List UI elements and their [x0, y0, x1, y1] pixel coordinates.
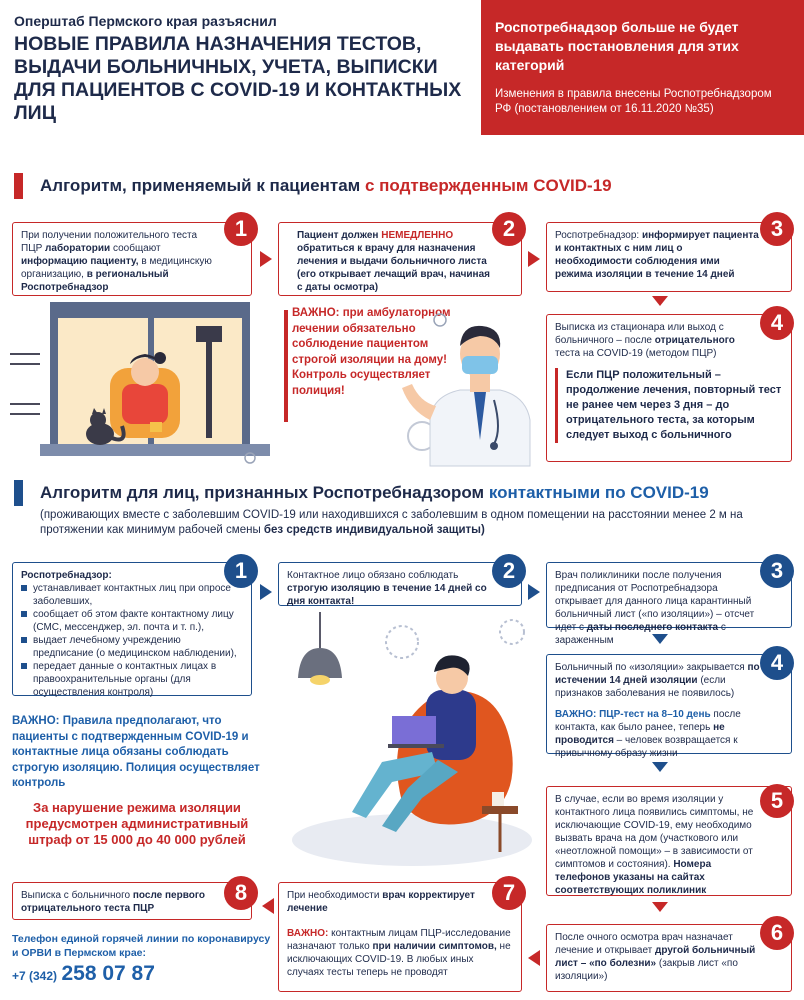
header-box-title: Роспотребнадзор больше не будет выдавать постановления для этих категорий — [495, 19, 739, 73]
s1-step4-box: Выписка из стационара или выход с больничного – после отрицательного теста на COVID-19 (методом ПЦР) Если ПЦР положительный – продолжение лечения, повторный тест не ранее чем через 3 дня – до отрицательного теста, за которым следует выход с больничного — [546, 314, 792, 462]
s1-important: ВАЖНО: при амбулаторном лечении обязательно соблюдение пациентом строгой изоляции на дому! Контроль осуществляет полиция! — [292, 307, 451, 397]
section2-title-b: контактными по COVID-19 — [488, 483, 709, 502]
s2-step5-box: В случае, если во время изоляции у контактного лица появились симптомы, не исключающие COVID-19, ему необходимо вызвать врача на дом (участкового или «неотложной помощи» – в зависимости от симптомов и состояния). Номера телефонов указаны на сайтах соответствующих поликлиник — [546, 786, 792, 896]
s2-step1-box — [12, 562, 252, 696]
header-red-box — [481, 0, 804, 135]
s2-step6-number: 6 — [760, 916, 794, 950]
list-item: передает данные о контактных лицах в правоохранительные органы (для осуществления контроля) — [21, 660, 243, 699]
header-subtitle: Оперштаб Пермского края разъяснил — [14, 13, 277, 29]
s2-step4-number: 4 — [760, 646, 794, 680]
header-box-note: Изменения в правила внесены Роспотребнадзором РФ (постановлением от 16.11.2020 №35) — [495, 88, 772, 115]
hotline-number: 258 07 87 — [61, 962, 155, 985]
arrow-right-icon — [528, 251, 540, 267]
s2-step6-box: После очного осмотра врач назначает лечение и открывает другой больничный лист – «по болезни» (закрыв лист «по изоляции») — [546, 924, 792, 992]
arrow-right-icon — [528, 584, 540, 600]
page-title: НОВЫЕ ПРАВИЛА НАЗНАЧЕНИЯ ТЕСТОВ, ВЫДАЧИ БОЛЬНИЧНЫХ, УЧЕТА, ВЫПИСКИ ДЛЯ ПАЦИЕНТОВ С COVID-19 И КОНТАКТНЫХ ЛИЦ — [14, 33, 462, 124]
section2-title-a: Алгоритм для лиц, признанных Роспотребнадзором — [40, 483, 489, 502]
s1-step2-box: Пациент должен НЕМЕДЛЕННО обратиться к врачу для назначения лечения и выдачи больничного листа (его открывает лечащий врач, начиная с даты осмотра) — [278, 222, 522, 296]
section1-title — [40, 176, 612, 196]
boy-with-laptop-illustration — [262, 612, 544, 872]
hotline-phone — [12, 962, 155, 986]
s2-step4-box: Больничный по «изоляции» закрывается по истечении 14 дней изоляции (если признаков заболевания не появилось) ВАЖНО: ПЦР-тест на 8–10 день после контакта, как было ранее, теперь не проводится – человек возвращается к привычному образу жизни — [546, 654, 792, 754]
hotline-code: +7 (342) — [12, 969, 58, 983]
s2-step2-box: Контактное лицо обязано соблюдать строгую изоляцию в течение 14 дней со дня контакта! — [278, 562, 522, 606]
s2-step3-number: 3 — [760, 554, 794, 588]
doctor-illustration — [390, 310, 540, 470]
section2-bar — [14, 480, 23, 506]
s1-step3-number: 3 — [760, 212, 794, 246]
list-item: устанавливает контактных лиц при опросе заболевших, — [21, 582, 243, 608]
s2-step8-number: 8 — [224, 876, 258, 910]
arrow-down-icon — [652, 296, 668, 306]
section2-subtitle: (проживающих вместе с заболевшим COVID-19 или находившихся с заболевшим в одном помещении на расстоянии менее 2 м на протяжении как минимум рабочей смены без средств индивидуальной защиты) — [40, 509, 743, 536]
s2-step3-box: Врач поликлиники после получения предписания от Роспотребнадзора открывает для данного лица карантинный больничный лист («по изоляции») – отсчет идет с даты последнего контакта с зараженным — [546, 562, 792, 628]
arrow-left-icon — [262, 898, 274, 914]
section1-title-a: Алгоритм, применяемый к пациентам — [40, 176, 365, 195]
s1-step4-number: 4 — [760, 306, 794, 340]
arrow-right-icon — [260, 584, 272, 600]
list-item: выдает лечебному учреждению предписание (о медицинском наблюдении), — [21, 634, 243, 660]
s2-important: ВАЖНО: Правила предполагают, что пациенты с подтвержденным COVID-19 и контактные лица обязаны соблюдать строгую изоляцию. Полиция осуществляет контроль — [12, 715, 260, 789]
section1-bar — [14, 173, 23, 199]
s2-step2-number: 2 — [492, 554, 526, 588]
hotline-label: Телефон единой горячей линии по коронавирусу и ОРВИ в Пермском крае: — [12, 933, 271, 959]
arrow-down-icon — [652, 902, 668, 912]
arrow-down-icon — [652, 634, 668, 644]
s2-step8-box: Выписка с больничного после первого отрицательного теста ПЦР — [12, 882, 252, 920]
s1-step1-number: 1 — [224, 212, 258, 246]
s1-step4-note: Если ПЦР положительный – продолжение лечения, повторный тест не ранее чем через 3 дня – до отрицательного теста, за которым следует выход с больничного — [555, 368, 783, 443]
arrow-down-icon — [652, 762, 668, 772]
section1-title-b: с подтвержденным COVID-19 — [364, 176, 612, 195]
s2-step7-number: 7 — [492, 876, 526, 910]
s2-step1-number: 1 — [224, 554, 258, 588]
s1-step3-box: Роспотребнадзор: информирует пациента и контактных с ним лиц о необходимости соблюдения ими режима изоляции в течение 14 дней — [546, 222, 792, 292]
s2-step1-list — [21, 582, 243, 699]
arrow-left-icon — [528, 950, 540, 966]
list-item: сообщает об этом факте контактному лицу (СМС, мессенджер, эл. почта и т. п.), — [21, 608, 243, 634]
section2-title — [40, 483, 709, 503]
s2-step7-box: При необходимости врач корректирует лечение ВАЖНО: контактным лицам ПЦР-исследование назначают только при наличии симптомов, не исключающих COVID-19. В любых иных случаях тесты теперь не проводят — [278, 882, 522, 992]
fine-text: За нарушение режима изоляции предусмотрен административный штраф от 15 000 до 40 000 рублей — [25, 800, 249, 847]
s2-step5-number: 5 — [760, 784, 794, 818]
s2-step1-title: Роспотребнадзор: — [21, 570, 112, 581]
woman-at-window-illustration — [10, 298, 280, 468]
important-bar — [284, 310, 288, 422]
s1-step1-box: При получении положительного теста ПЦР лаборатории сообщают информацию пациенту, в медицинскую организацию, в региональный Роспотребнадзор — [12, 222, 252, 296]
s1-step2-number: 2 — [492, 212, 526, 246]
arrow-right-icon — [260, 251, 272, 267]
